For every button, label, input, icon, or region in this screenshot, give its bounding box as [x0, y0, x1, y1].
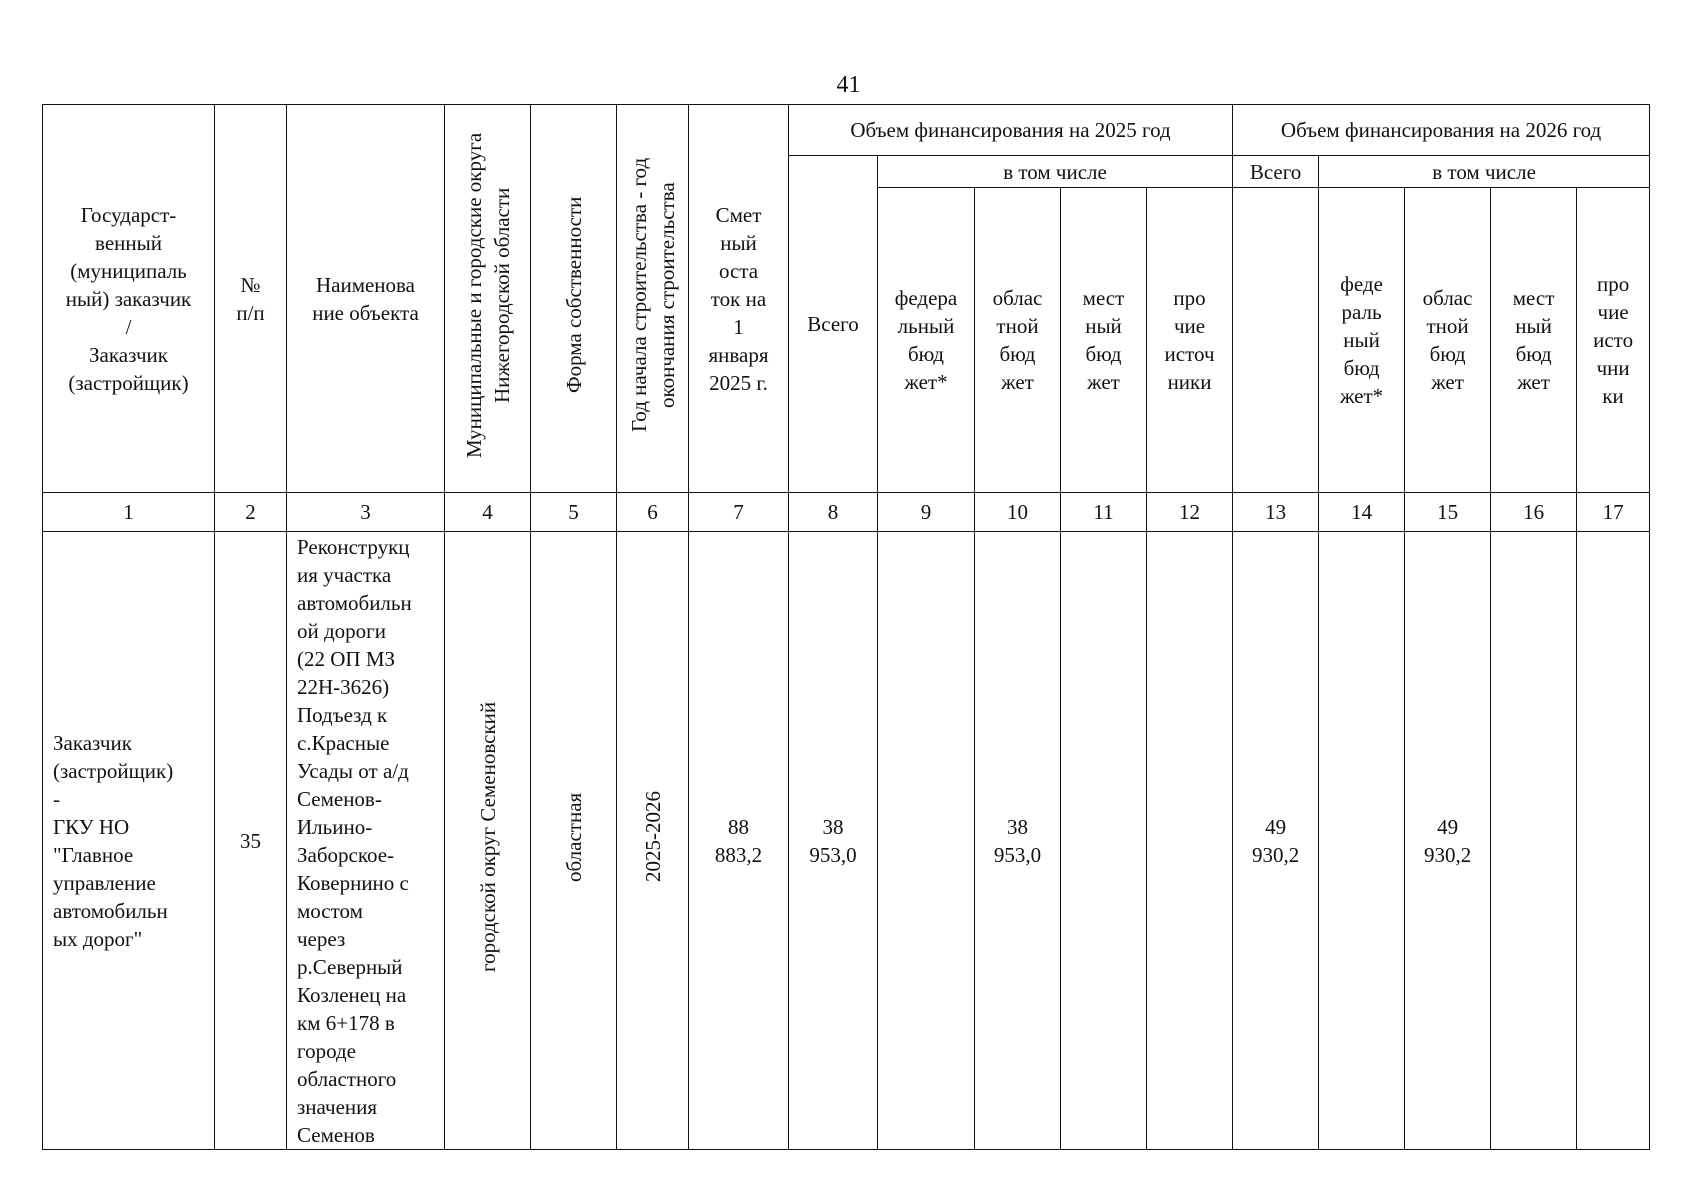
table-row: [43, 532, 1650, 1150]
column-number: 16: [1491, 493, 1577, 532]
row-federal-2026: [1319, 532, 1405, 1150]
page-number: 41: [836, 72, 861, 98]
header-including-2025: в том числе: [878, 156, 1233, 188]
header-number: № п/п: [215, 105, 287, 493]
row-ownership-text: областная: [561, 792, 586, 882]
column-number: 12: [1147, 493, 1233, 532]
header-federal-2025: федера льный бюд жет*: [878, 188, 975, 493]
header-local-2026: мест ный бюд жет: [1491, 188, 1577, 493]
row-municipality-text: городской округ Семеновский: [475, 701, 500, 973]
header-regional-2025: облас тной бюд жет: [975, 188, 1061, 493]
header-other-2025: про чие источ ники: [1147, 188, 1233, 493]
header-funding-2026: Объем финансирования на 2026 год: [1233, 105, 1650, 156]
row-total-2025: 38 953,0: [789, 532, 878, 1150]
column-number: 1: [43, 493, 215, 532]
header-customer: Государст- венный (муниципаль ный) заказчик / Заказчик (застройщик): [43, 105, 215, 493]
row-customer: Заказчик (застройщик) - ГКУ НО "Главное управление автомобильн ых дорог": [43, 532, 215, 1150]
header-local-2025: мест ный бюд жет: [1061, 188, 1147, 493]
column-number: 13: [1233, 493, 1319, 532]
header-estimate-remainder: Смет ный оста ток на 1 января 2025 г.: [689, 105, 789, 493]
column-number: 2: [215, 493, 287, 532]
header-total-2026-blank: [1233, 188, 1319, 493]
row-object-name: Реконструкц ия участка автомобильн ой дороги (22 ОП МЗ 22Н-3626) Подъезд к с.Красные Усады от а/д Семенов- Ильино- Заборское- Ковернино с мостом через р.Северный Козленец на км 6+178 в городе областного значения Семенов: [287, 532, 445, 1150]
row-years-text: 2025-2026: [640, 791, 665, 883]
header-municipality-text: Муниципальные и городские округа Нижегородской области: [461, 132, 514, 458]
header-including-2026: в том числе: [1319, 156, 1650, 188]
header-years-text: Год начала строительства - год окончания строительства: [626, 157, 679, 433]
column-number: 14: [1319, 493, 1405, 532]
header-municipality: [445, 105, 531, 493]
row-local-2025: [1061, 532, 1147, 1150]
row-other-2026: [1577, 532, 1650, 1150]
funding-table: [42, 104, 1650, 1150]
row-federal-2025: [878, 532, 975, 1150]
column-number: 17: [1577, 493, 1650, 532]
header-object-name: Наименова ние объекта: [287, 105, 445, 493]
header-funding-2025: Объем финансирования на 2025 год: [789, 105, 1233, 156]
column-number: 10: [975, 493, 1061, 532]
header-federal-2026: феде раль ный бюд жет*: [1319, 188, 1405, 493]
column-number: 6: [617, 493, 689, 532]
column-number: 8: [789, 493, 878, 532]
column-number: 7: [689, 493, 789, 532]
header-ownership-text: Форма собственности: [561, 196, 586, 394]
row-number: 35: [215, 532, 287, 1150]
column-number: 4: [445, 493, 531, 532]
row-regional-2026: 49 930,2: [1405, 532, 1491, 1150]
column-number: 3: [287, 493, 445, 532]
column-numbers-row: [43, 493, 1650, 532]
header-other-2026: про чие исто чни ки: [1577, 188, 1650, 493]
row-regional-2025: 38 953,0: [975, 532, 1061, 1150]
header-total-2025: Всего: [789, 156, 878, 493]
header-years: [617, 105, 689, 493]
row-total-2026: 49 930,2: [1233, 532, 1319, 1150]
header-ownership: [531, 105, 617, 493]
row-years: [617, 532, 689, 1150]
header-row-1: [43, 105, 1650, 156]
header-regional-2026: облас тной бюд жет: [1405, 188, 1491, 493]
row-estimate-remainder: 88 883,2: [689, 532, 789, 1150]
column-number: 15: [1405, 493, 1491, 532]
column-number: 5: [531, 493, 617, 532]
row-ownership: [531, 532, 617, 1150]
column-number: 9: [878, 493, 975, 532]
column-number: 11: [1061, 493, 1147, 532]
row-municipality: [445, 532, 531, 1150]
header-total-2026: Всего: [1233, 156, 1319, 188]
row-local-2026: [1491, 532, 1577, 1150]
row-other-2025: [1147, 532, 1233, 1150]
